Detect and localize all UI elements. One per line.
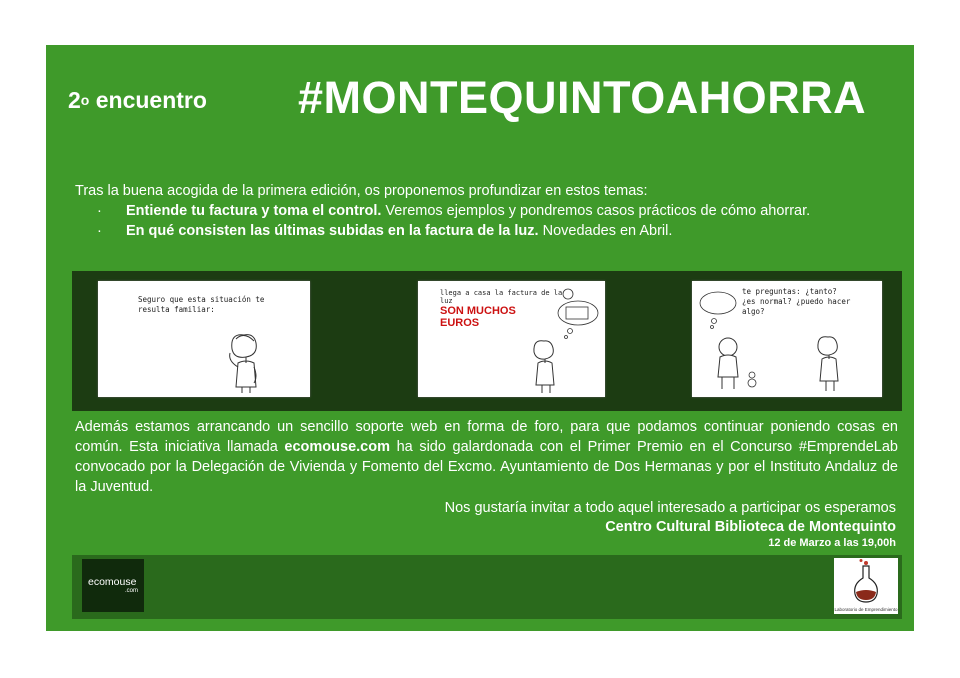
hashtag-title: #MONTEQUINTOAHORRA (298, 72, 867, 123)
comic-caption: Seguro que esta situación te resulta familiar: (138, 295, 265, 314)
topic-title: Entiende tu factura y toma el control. (126, 203, 382, 219)
comic-panel-2 (418, 281, 605, 397)
comic-shout: SON MUCHOS EUROS (440, 305, 516, 329)
comic-caption: llega a casa la factura de la luz (440, 289, 563, 305)
description-text: Además estamos arrancando un sencillo soporte web en forma de foro, para que podamos continuar poniendo cosas en común. Esta iniciativa llamada (75, 419, 898, 455)
event-date: 12 de Marzo a las 19,00h (768, 537, 896, 549)
topic-detail: Novedades en Abril. (538, 223, 673, 239)
footer-bar (72, 555, 902, 619)
woman-figure (534, 341, 554, 393)
logo-main-text: ecomouse (88, 576, 137, 588)
invitation-text: Nos gustaría invitar a todo aquel interesado a participar os esperamos (444, 500, 896, 516)
title-row (46, 72, 914, 135)
edition-number: 2 (68, 87, 81, 113)
topic-item (97, 221, 895, 241)
comic-caption: te preguntas: ¿tanto? ¿es normal? ¿puedo hacer algo? (742, 287, 851, 316)
edition-ordinal: o (80, 92, 90, 108)
poster (46, 45, 914, 631)
topic-item (97, 201, 895, 221)
site-name: ecomouse.com (284, 439, 390, 455)
thought-cloud (558, 301, 598, 339)
woman-figure (818, 337, 838, 391)
edition-word: encuentro (95, 87, 207, 113)
logo-sub-text: .com (124, 588, 138, 594)
flask-icon (834, 558, 898, 604)
topic-detail: Veremos ejemplos y pondremos casos prácticos de cómo ahorrar. (381, 203, 811, 219)
bullet-dot: · (97, 223, 102, 239)
woman-figure (230, 335, 257, 393)
comic-strip (72, 271, 902, 411)
man-figure (718, 338, 738, 389)
topic-title: En qué consisten las últimas subidas en la factura de la luz. (126, 223, 539, 239)
mouse-figure (748, 372, 756, 387)
venue-name: Centro Cultural Biblioteca de Montequinto (605, 519, 896, 535)
intro-block (75, 181, 895, 241)
comic-panel-3 (692, 281, 882, 397)
lab-logo-text: Laboratorio de Emprendimiento (834, 607, 898, 612)
ecomouse-logo (82, 559, 144, 612)
description-text: ha sido galardonada con el Primer Premio en el Concurso #EmprendeLab convocado por la Delegación de Vivienda y Fomento del Excmo. Ayuntamiento de Dos Hermanas y por el Instituto Andaluz de la Juventud. (75, 439, 898, 495)
lab-logo (834, 558, 898, 614)
description-paragraph (75, 417, 898, 497)
edition-label (68, 87, 207, 114)
comic-panel-1 (98, 281, 310, 397)
bullet-dot: · (97, 203, 102, 219)
intro-lead: Tras la buena acogida de la primera edición, os proponemos profundizar en estos temas: (75, 183, 648, 199)
thought-cloud (700, 292, 736, 329)
